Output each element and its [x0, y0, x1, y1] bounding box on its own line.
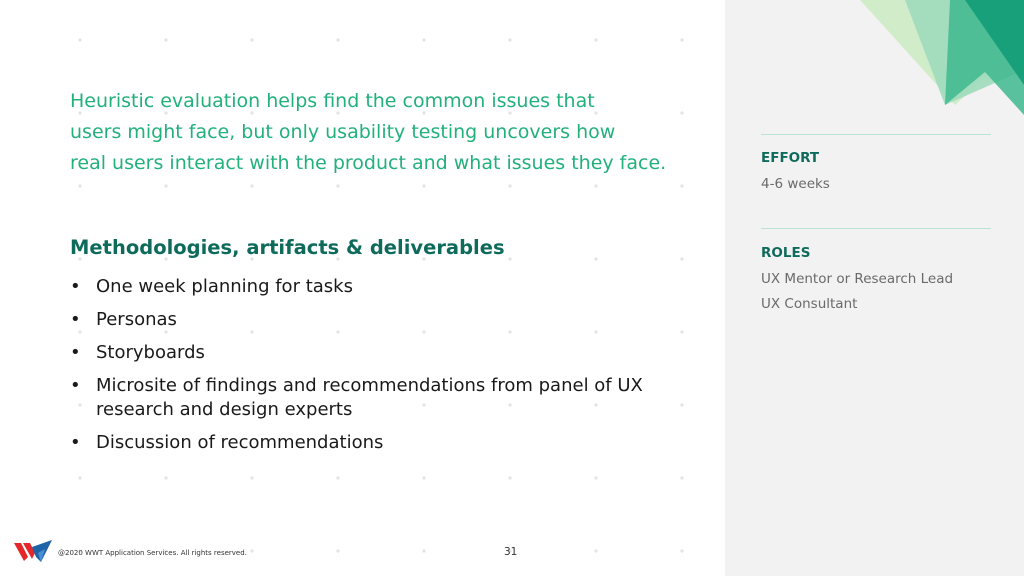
- list-item-text: Discussion of recommendations: [96, 432, 384, 453]
- list-item: [70, 431, 670, 455]
- list-item: [70, 308, 670, 332]
- grid-dot: [422, 38, 425, 41]
- grid-dot: [78, 38, 81, 41]
- grid-dot: [680, 476, 683, 479]
- grid-dot: [508, 476, 511, 479]
- bullet-dot-icon: •: [70, 432, 81, 453]
- effort-label: EFFORT: [761, 150, 820, 166]
- corner-decoration: [855, 0, 1024, 115]
- wwt-logo-icon: [14, 540, 52, 562]
- role-item: UX Mentor or Research Lead: [761, 271, 954, 287]
- grid-dot: [422, 476, 425, 479]
- grid-dot: [594, 38, 597, 41]
- bullet-dot-icon: •: [70, 309, 81, 330]
- grid-dot: [250, 549, 253, 552]
- grid-dot: [594, 257, 597, 260]
- grid-dot: [78, 184, 81, 187]
- grid-dot: [336, 549, 339, 552]
- methods-heading: Methodologies, artifacts & deliverables: [70, 236, 505, 259]
- bullet-dot-icon: •: [70, 375, 81, 396]
- grid-dot: [336, 38, 339, 41]
- grid-dot: [336, 476, 339, 479]
- page-number: 31: [504, 546, 518, 558]
- grid-dot: [508, 38, 511, 41]
- effort-value: 4-6 weeks: [761, 176, 830, 192]
- grid-dot: [422, 549, 425, 552]
- bullet-dot-icon: •: [70, 276, 81, 297]
- list-item-text: Personas: [96, 309, 177, 330]
- grid-dot: [680, 549, 683, 552]
- bullet-dot-icon: •: [70, 342, 81, 363]
- grid-dot: [680, 257, 683, 260]
- roles-divider: [761, 228, 991, 229]
- grid-dot: [164, 38, 167, 41]
- grid-dot: [508, 257, 511, 260]
- grid-dot: [594, 476, 597, 479]
- grid-dot: [594, 549, 597, 552]
- list-item-text: One week planning for tasks: [96, 276, 353, 297]
- grid-dot: [680, 184, 683, 187]
- grid-dot: [250, 184, 253, 187]
- list-item-text: Storyboards: [96, 342, 205, 363]
- grid-dot: [422, 184, 425, 187]
- effort-divider: [761, 134, 991, 135]
- grid-dot: [250, 38, 253, 41]
- grid-dot: [164, 184, 167, 187]
- intro-line: real users interact with the product and what issues they face.: [70, 152, 667, 174]
- grid-dot: [164, 476, 167, 479]
- intro-line: Heuristic evaluation helps find the common issues that: [70, 90, 595, 112]
- deliverables-list: [70, 275, 670, 464]
- grid-dot: [680, 403, 683, 406]
- grid-dot: [336, 184, 339, 187]
- grid-dot: [594, 184, 597, 187]
- grid-dot: [680, 330, 683, 333]
- intro-paragraph: [70, 86, 710, 179]
- copyright-text: @2020 WWT Application Services. All rights reserved.: [58, 549, 247, 557]
- grid-dot: [680, 38, 683, 41]
- list-item: [70, 341, 670, 365]
- role-item: UX Consultant: [761, 296, 858, 312]
- intro-line: users might face, but only usability testing uncovers how: [70, 121, 616, 143]
- grid-dot: [250, 476, 253, 479]
- roles-label: ROLES: [761, 245, 811, 261]
- list-item: [70, 374, 670, 422]
- list-item: [70, 275, 670, 299]
- grid-dot: [78, 476, 81, 479]
- grid-dot: [508, 184, 511, 187]
- list-item-text: Microsite of findings and recommendations from panel of UX research and design experts: [96, 375, 643, 420]
